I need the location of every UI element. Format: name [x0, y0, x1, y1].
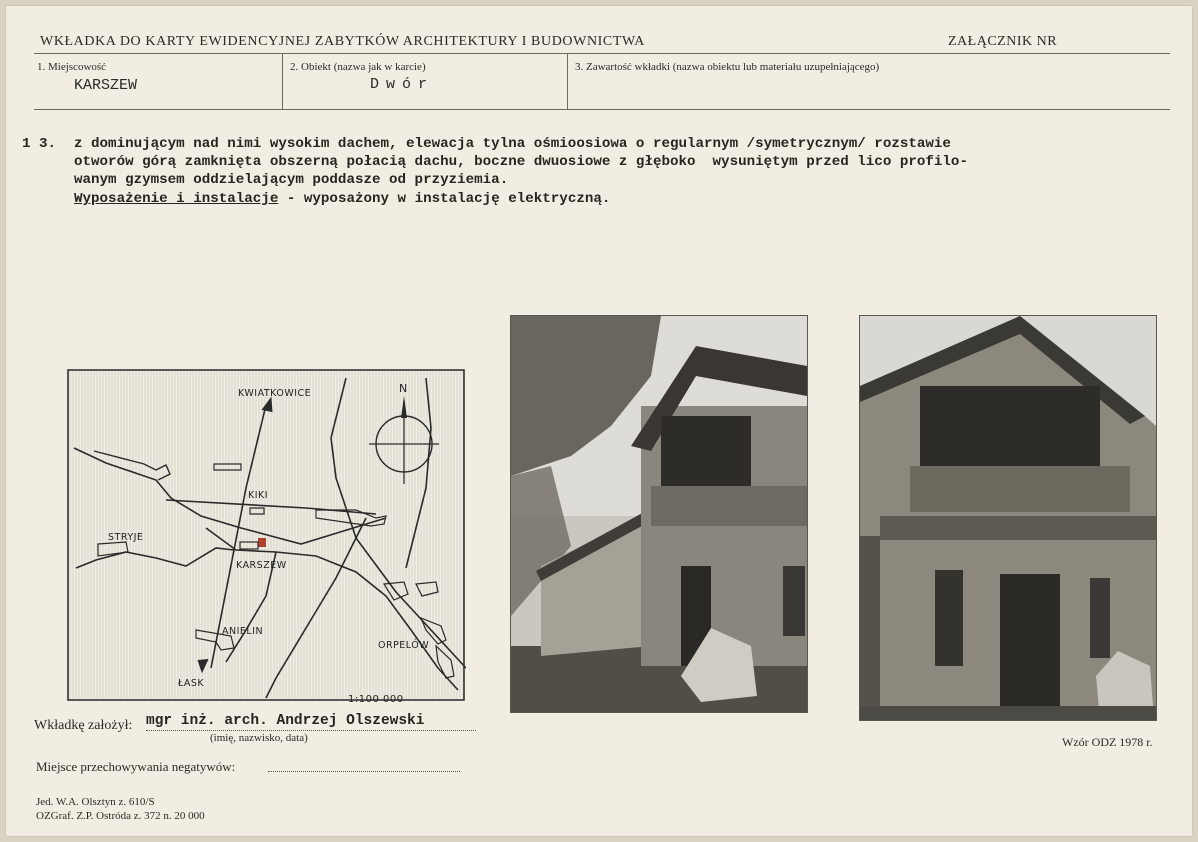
manor-rear-view-photo	[510, 315, 808, 713]
print-note-2: OZGraf. Z.P. Ostróda z. 372 n. 20 000	[36, 810, 205, 822]
map-label-lask: ŁASK	[178, 678, 205, 689]
body-line-2: otworów górą zamknięta obszerną połacią dachu, boczne dwuosiowe z głęboko wysuniętym przed lico profilo-	[74, 154, 968, 170]
founder-hint: (imię, nazwisko, data)	[210, 732, 308, 744]
template-version: Wzór ODZ 1978 r.	[1062, 735, 1153, 749]
manor-porch-front-photo	[859, 315, 1157, 721]
locality-value: KARSZEW	[74, 77, 138, 94]
karszew-marker	[258, 538, 266, 547]
document-title: WKŁADKA DO KARTY EWIDENCYJNEJ ZABYTKÓW ARCHITEKTURY I BUDOWNICTWA	[40, 34, 645, 49]
founder-value: mgr inż. arch. Andrzej Olszewski	[146, 713, 425, 729]
contents-label: 3. Zawartość wkładki (nazwa obiektu lub materiału uzupełniającego)	[575, 61, 880, 73]
map-label-karszew: KARSZEW	[236, 560, 287, 571]
installations-text: - wyposażony w instalację elektryczną.	[278, 191, 611, 207]
object-value: Dwór	[370, 76, 435, 93]
object-label: 2. Obiekt (nazwa jak w karcie)	[290, 61, 426, 73]
body-line-1: z dominującym nad nimi wysokim dachem, elewacja tylna ośmioosiowa o regularnym /symetrycznym/ rozstawie	[74, 136, 951, 152]
record-card	[6, 6, 1192, 836]
negatives-label: Miejsce przechowywania negatywów:	[36, 759, 236, 774]
map-label-stryje: STRYJE	[108, 532, 144, 543]
print-note-1: Jed. W.A. Olsztyn z. 610/S	[36, 796, 155, 808]
page-reference: 1 3.	[22, 136, 57, 152]
location-map	[66, 368, 466, 702]
map-label-orpelow: ORPELÓW	[378, 640, 430, 651]
locality-label: 1. Miejscowość	[37, 61, 107, 73]
field-rule	[34, 109, 1170, 110]
map-scale: 1:100 000	[348, 694, 404, 702]
map-label-kwiatkowice: KWIATKOWICE	[238, 388, 312, 399]
attachment-number: ZAŁĄCZNIK NR	[948, 34, 1058, 49]
map-north-label: N	[399, 382, 408, 395]
founder-label: Wkładkę założył:	[34, 718, 133, 733]
field-divider	[567, 54, 568, 109]
field-divider	[282, 54, 283, 109]
founder-line	[146, 730, 476, 731]
header-rule	[34, 53, 1170, 54]
negatives-line	[268, 771, 460, 772]
body-line-3: wanym gzymsem oddzielającym poddasze od przyziemia.	[74, 172, 509, 188]
installations-heading: Wyposażenie i instalacje	[74, 191, 279, 207]
body-line-4	[74, 190, 610, 208]
map-label-kiki: KIKI	[248, 490, 269, 501]
map-label-anielin: ANIELIN	[222, 626, 264, 637]
